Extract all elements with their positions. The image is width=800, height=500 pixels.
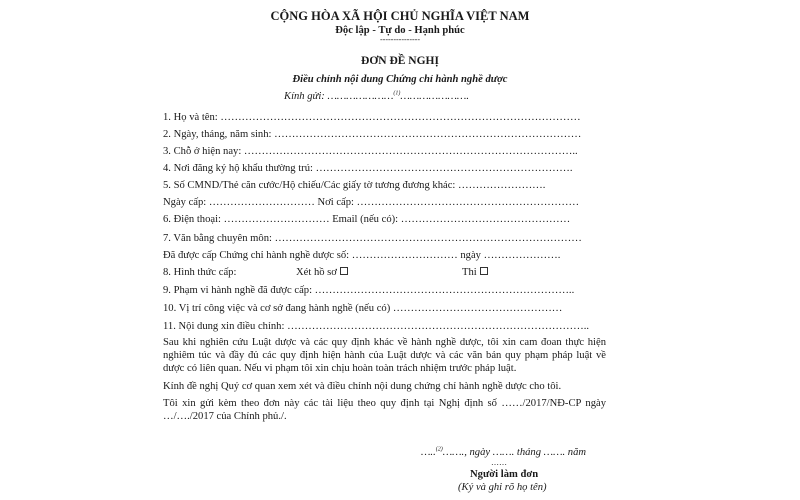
addressee-suffix: ………………….: [400, 91, 469, 102]
field-birth-date: 2. Ngày, tháng, năm sinh: ……………………………………………………………………………: [163, 129, 582, 140]
national-motto: Độc lập - Tự do - Hạnh phúc: [335, 25, 465, 36]
signature-dots: ……: [491, 458, 507, 467]
field-adjustment-content: 11. Nội dung xin điều chỉnh: …………………………………………………………………………..: [163, 321, 589, 332]
attachment-paragraph: Tôi xin gửi kèm theo đơn này các tài liệu theo quy định tại Nghị định số ……/2017/NĐ-CP ngày …/…./2017 của Chính phủ./.: [163, 398, 606, 422]
field-current-address: 3. Chỗ ở hiện nay: …………………………………………………………………………………..: [163, 146, 578, 157]
option-review-dossier[interactable]: [296, 266, 348, 279]
request-paragraph: Kính đề nghị Quý cơ quan xem xét và điều chỉnh nội dung chứng chỉ hành nghề dược cho tôi.: [163, 381, 562, 392]
field-issue-form-label: 8. Hình thức cấp:: [163, 267, 237, 278]
field-work-position: 10. Vị trí công việc và cơ sở đang hành nghề (nếu có) …………………………………………: [163, 303, 563, 314]
commitment-paragraph: Sau khi nghiên cứu Luật dược và các quy định khác về hành nghề dược, tôi xin cam đoan thực hiện nghiêm túc và đầy đủ các quy định hiện hành của Luật dược và các văn bản quy phạm pháp luật về dược có liên quan. Nếu vi phạm tôi xin chịu hoàn toàn trách nhiệm trước pháp luật.: [163, 337, 606, 374]
option-exam[interactable]: [462, 266, 488, 279]
checkbox-review-dossier[interactable]: [340, 267, 348, 275]
field-permanent-residence: 4. Nơi đăng ký hộ khẩu thường trú: ……………………………………………………………….: [163, 163, 573, 174]
place-footnote: (2): [435, 446, 443, 453]
field-practice-scope: 9. Phạm vi hành nghề đã được cấp: ………………………………………………………………..: [163, 285, 575, 296]
applicant-label: Người làm đơn: [470, 469, 539, 480]
field-phone-email: 6. Điện thoại: ………………………… Email (nếu có): …………………………………………: [163, 214, 571, 225]
addressee-footnote: (1): [393, 90, 401, 97]
place-prefix: …..: [421, 447, 436, 458]
addressee-prefix: Kính gửi: …………………: [284, 91, 394, 102]
national-title: CỘNG HÒA XÃ HỘI CHỦ NGHĨA VIỆT NAM: [270, 9, 530, 23]
field-issue-info: Ngày cấp: ………………………… Nơi cấp: ………………………………………………………: [163, 197, 580, 208]
header-divider: ---------------: [380, 35, 420, 44]
signature-instruction: (Ký và ghi rõ họ tên): [458, 482, 547, 493]
option-exam-label: Thi: [462, 267, 477, 278]
field-degree: 7. Văn bằng chuyên môn: ……………………………………………………………………………: [163, 233, 582, 244]
place-suffix: ……., ngày ……. tháng ……. năm: [442, 447, 587, 458]
field-full-name: 1. Họ và tên: …………………………………………………………………………………………: [163, 112, 581, 123]
addressee-line: [284, 90, 469, 103]
checkbox-exam[interactable]: [480, 267, 488, 275]
form-title: ĐƠN ĐỀ NGHỊ: [361, 55, 439, 67]
field-id-number: 5. Số CMND/Thẻ căn cước/Hộ chiếu/Các giấy tờ tương đương khác: …………………….: [163, 180, 546, 191]
field-certificate-number: Đã được cấp Chứng chỉ hành nghề dược số: ………………………… ngày ………………….: [163, 250, 561, 261]
form-subtitle: Điều chỉnh nội dung Chứng chỉ hành nghề dược: [292, 74, 508, 85]
option-review-dossier-label: Xét hồ sơ: [296, 267, 337, 278]
